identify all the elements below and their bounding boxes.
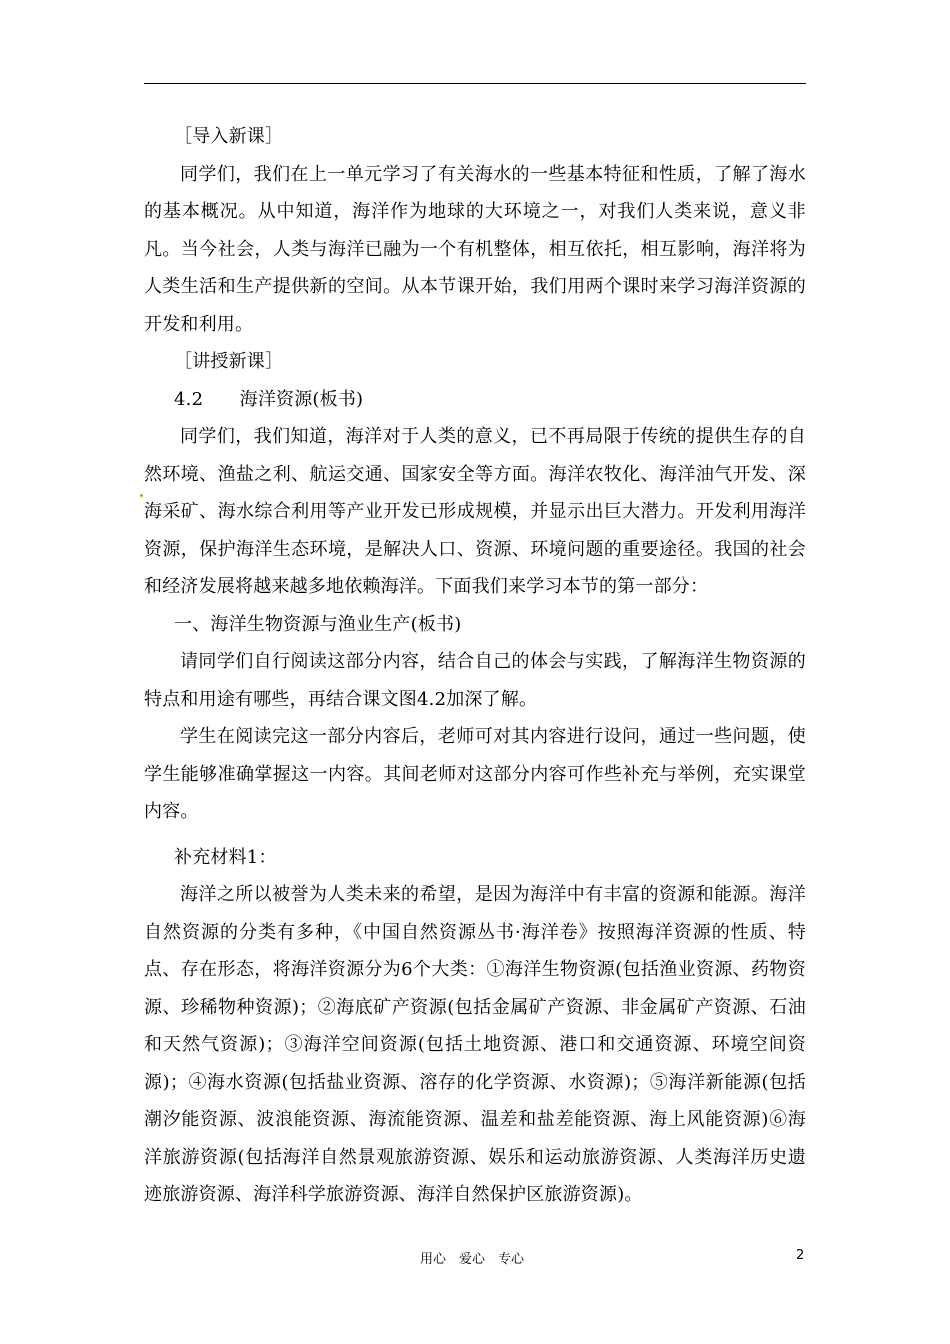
lesson-title: 4.2 海洋资源(板书) bbox=[174, 388, 364, 410]
paragraph-intro: 同学们，我们在上一单元学习了有关海水的一些基本特征和性质，了解了海水的基本概况。从中知道，海洋作为地球的大环境之一，对我们人类来说，意义非凡。当今社会，人类与海洋已融为一个有机整体，相互依托，相互影响，海洋将为人类生活和生产提供新的空间。从本节课开始，我们用两个课时来学习海洋资源的开发和利用。 bbox=[144, 163, 806, 335]
footer-motto: 用心 爱心 专心 bbox=[420, 1252, 525, 1267]
paragraph-teacher-note: 学生在阅读完这一部分内容后，老师可对其内容进行设问，通过一些问题，使学生能够准确掌握这一内容。其间老师对这部分内容可作些补充与举例，充实课堂内容。 bbox=[144, 726, 806, 822]
document-body bbox=[144, 118, 806, 1214]
paragraph-supplement-material: 海洋之所以被誉为人类未来的希望，是因为海洋中有丰富的资源和能源。海洋自然资源的分类有多种，《中国自然资源丛书·海洋卷》按照海洋资源的性质、特点、存在形态，将海洋资源分为6个大类：①海洋生物资源(包括渔业资源、药物资源、珍稀物种资源)；②海底矿产资源(包括金属矿产资源、非金属矿产资源、石油和天然气资源)；③海洋空间资源(包括土地资源、港口和交通资源、环境空间资源)；④海水资源(包括盐业资源、溶存的化学资源、水资源)；⑤海洋新能源(包括潮汐能资源、波浪能资源、海流能资源、温差和盐差能资源、海上风能资源)⑥海洋旅游资源(包括海洋自然景观旅游资源、娱乐和运动旅游资源、人类海洋历史遗迹旅游资源、海洋科学旅游资源、海洋自然保护区旅游资源)。 bbox=[144, 884, 806, 1205]
page-number: 2 bbox=[796, 1248, 805, 1263]
section-heading-intro: ［导入新课］ bbox=[174, 126, 284, 147]
supplement-heading: 补充材料1： bbox=[174, 846, 277, 868]
subsection-heading-marine-biology: 一、海洋生物资源与渔业生产(板书) bbox=[174, 613, 462, 635]
stray-mark bbox=[140, 494, 143, 497]
paragraph-ocean-significance: 同学们，我们知道，海洋对于人类的意义，已不再局限于传统的提供生存的自然环境、渔盐之利、航运交通、国家安全等方面。海洋农牧化、海洋油气开发、深海采矿、海水综合利用等产业开发已形成规模，并显示出巨大潜力。开发利用海洋资源，保护海洋生态环境，是解决人口、资源、环境问题的重要途径。我国的社会和经济发展将越来越多地依赖海洋。下面我们来学习本节的第一部分： bbox=[144, 426, 806, 597]
header-rule bbox=[144, 83, 806, 84]
section-heading-lecture: ［讲授新课］ bbox=[174, 351, 284, 372]
paragraph-reading-task: 请同学们自行阅读这部分内容，结合自己的体会与实践，了解海洋生物资源的特点和用途有哪些，再结合课文图4.2加深了解。 bbox=[144, 651, 806, 710]
